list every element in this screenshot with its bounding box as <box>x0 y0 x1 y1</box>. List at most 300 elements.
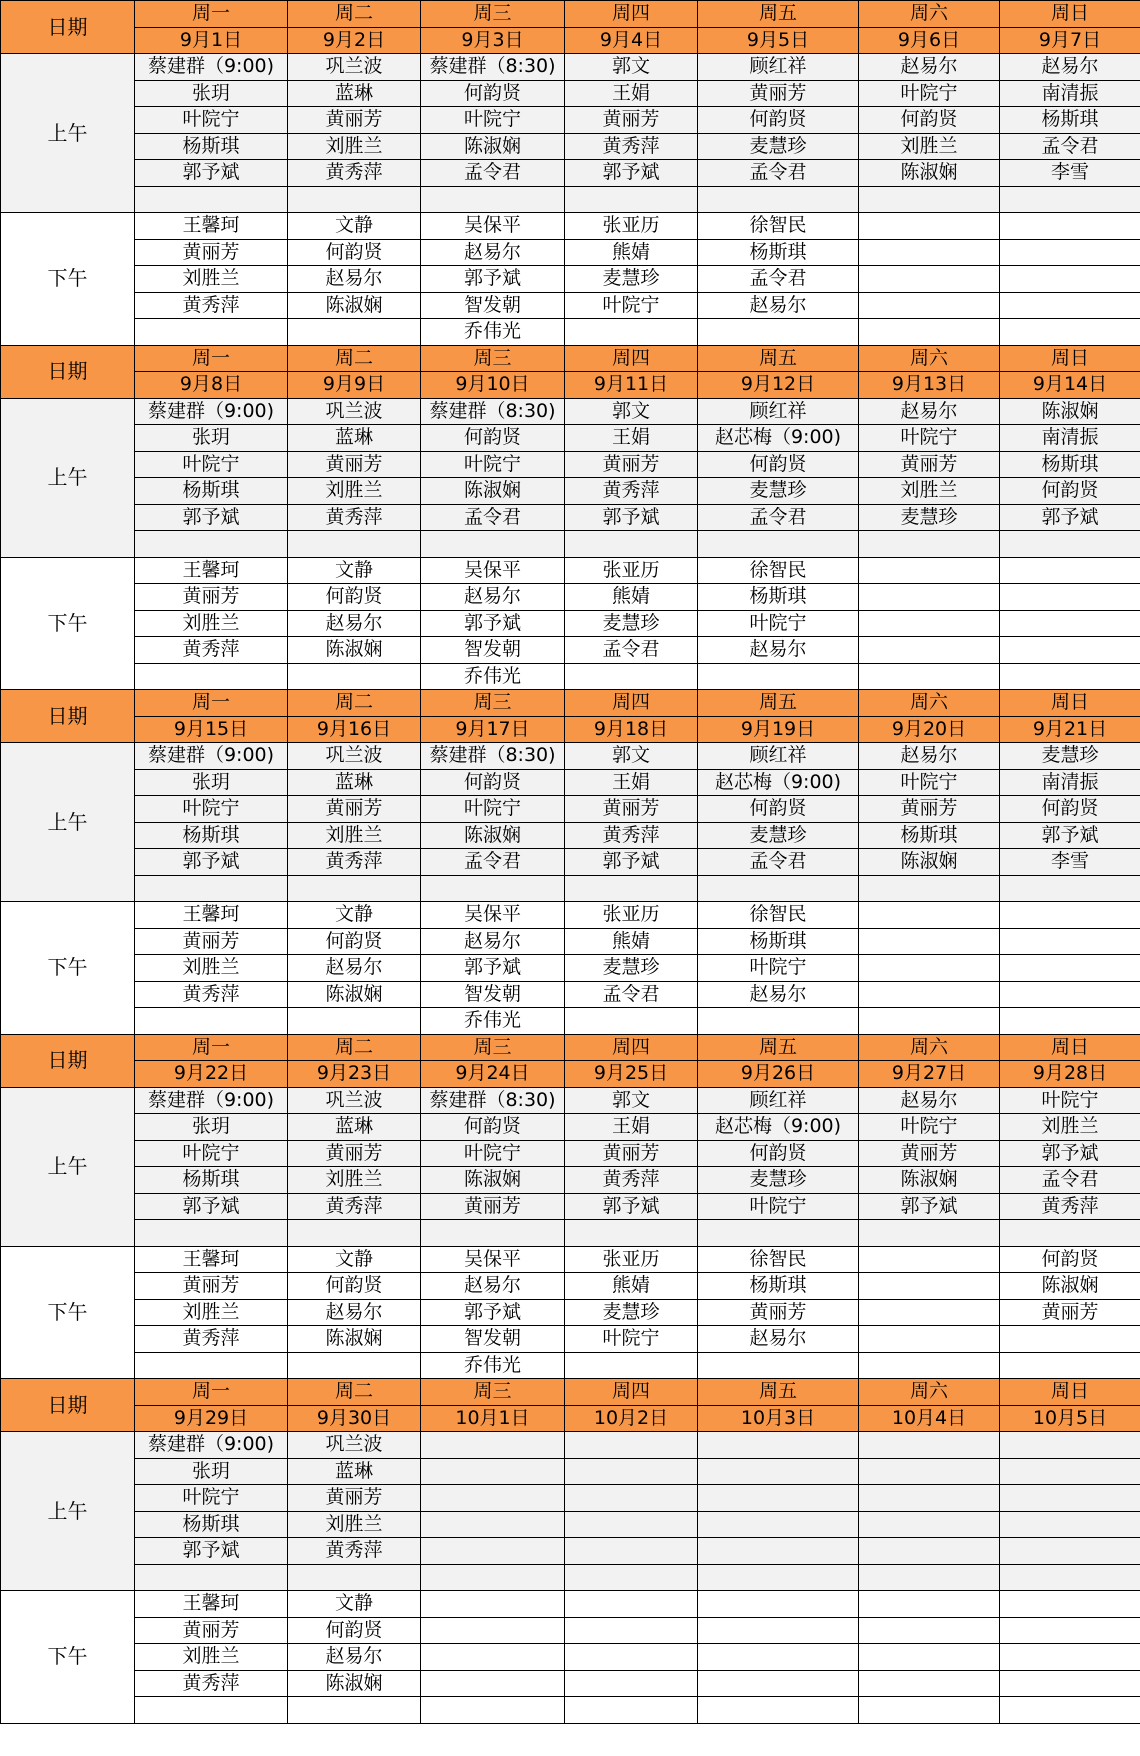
duty-cell: 刘胜兰 <box>859 478 1000 505</box>
duty-cell: 黄秀萍 <box>288 160 421 187</box>
duty-cell: 黄秀萍 <box>1000 1193 1140 1220</box>
duty-cell <box>1000 186 1140 213</box>
duty-cell: 刘胜兰 <box>288 133 421 160</box>
duty-cell: 陈淑娴 <box>859 1167 1000 1194</box>
duty-cell: 赵易尔 <box>421 239 565 266</box>
duty-cell: 郭予斌 <box>135 1193 288 1220</box>
duty-cell: 杨斯琪 <box>135 478 288 505</box>
duty-cell: 顾红祥 <box>698 398 859 425</box>
duty-cell: 麦慧珍 <box>698 478 859 505</box>
afternoon-label: 下午 <box>1 557 135 690</box>
duty-cell <box>698 186 859 213</box>
weekday-cell: 周四 <box>565 690 698 717</box>
duty-cell: 何韵贤 <box>421 80 565 107</box>
duty-cell <box>698 663 859 690</box>
duty-cell: 熊婧 <box>565 928 698 955</box>
duty-cell <box>135 875 288 902</box>
duty-cell: 何韵贤 <box>288 1617 421 1644</box>
duty-cell: 郭予斌 <box>421 610 565 637</box>
duty-cell: 黄丽芳 <box>135 239 288 266</box>
date-cell: 9月22日 <box>135 1061 288 1088</box>
duty-cell <box>1000 1697 1140 1724</box>
morning-row <box>1 133 1140 160</box>
duty-cell <box>1000 637 1140 664</box>
weekday-cell: 周日 <box>1000 1034 1140 1061</box>
duty-cell <box>698 1564 859 1591</box>
morning-label: 上午 <box>1 1432 135 1591</box>
afternoon-label: 下午 <box>1 1246 135 1379</box>
duty-cell: 徐智民 <box>698 902 859 929</box>
duty-cell <box>421 1458 565 1485</box>
duty-cell: 蔡建群（8:30) <box>421 54 565 81</box>
morning-label: 上午 <box>1 1087 135 1246</box>
afternoon-row <box>1 955 1140 982</box>
duty-cell: 南清振 <box>1000 80 1140 107</box>
date-label: 日期 <box>1 1034 135 1087</box>
duty-cell: 赵易尔 <box>288 1299 421 1326</box>
duty-cell <box>421 186 565 213</box>
duty-cell: 黄丽芳 <box>135 584 288 611</box>
duty-cell: 张亚历 <box>565 213 698 240</box>
weekday-cell: 周四 <box>565 345 698 372</box>
morning-row <box>1 54 1140 81</box>
duty-cell <box>565 1352 698 1379</box>
duty-cell <box>565 1458 698 1485</box>
duty-cell: 何韵贤 <box>698 451 859 478</box>
duty-cell: 顾红祥 <box>698 54 859 81</box>
afternoon-row <box>1 266 1140 293</box>
weekday-cell: 周一 <box>135 1 288 28</box>
duty-cell: 郭予斌 <box>135 1538 288 1565</box>
weekday-cell: 周六 <box>859 1 1000 28</box>
morning-row <box>1 1538 1140 1565</box>
date-cell: 9月11日 <box>565 372 698 399</box>
duty-cell: 文静 <box>288 902 421 929</box>
duty-cell: 黄丽芳 <box>859 796 1000 823</box>
duty-cell: 乔伟光 <box>421 663 565 690</box>
duty-cell: 黄秀萍 <box>135 981 288 1008</box>
duty-cell: 王馨珂 <box>135 902 288 929</box>
date-header-row <box>1 1405 1140 1432</box>
duty-cell <box>859 637 1000 664</box>
duty-cell: 杨斯琪 <box>698 584 859 611</box>
duty-cell <box>565 186 698 213</box>
weekday-cell: 周三 <box>421 1379 565 1406</box>
date-header-row <box>1 1061 1140 1088</box>
duty-cell: 黄丽芳 <box>698 1299 859 1326</box>
date-cell: 9月3日 <box>421 27 565 54</box>
duty-cell: 巩兰波 <box>288 1087 421 1114</box>
duty-cell: 刘胜兰 <box>288 1167 421 1194</box>
duty-cell <box>859 292 1000 319</box>
duty-cell: 顾红祥 <box>698 743 859 770</box>
duty-cell: 陈淑娴 <box>421 822 565 849</box>
duty-cell <box>288 531 421 558</box>
duty-cell: 麦慧珍 <box>698 133 859 160</box>
duty-cell: 黄丽芳 <box>565 107 698 134</box>
duty-cell: 刘胜兰 <box>859 133 1000 160</box>
duty-cell: 郭文 <box>565 398 698 425</box>
morning-row <box>1 875 1140 902</box>
duty-cell <box>135 1008 288 1035</box>
duty-cell: 张玥 <box>135 425 288 452</box>
morning-row <box>1 531 1140 558</box>
weekday-cell: 周三 <box>421 1034 565 1061</box>
duty-cell: 赵易尔 <box>859 743 1000 770</box>
duty-cell <box>1000 1538 1140 1565</box>
duty-cell: 乔伟光 <box>421 319 565 346</box>
duty-cell <box>698 1432 859 1459</box>
afternoon-row <box>1 1644 1140 1671</box>
duty-cell <box>698 1485 859 1512</box>
duty-cell: 黄丽芳 <box>565 451 698 478</box>
duty-cell: 麦慧珍 <box>565 610 698 637</box>
duty-cell: 黄丽芳 <box>135 1273 288 1300</box>
duty-cell: 麦慧珍 <box>565 1299 698 1326</box>
duty-cell <box>859 1352 1000 1379</box>
duty-cell: 赵易尔 <box>421 584 565 611</box>
duty-cell <box>1000 981 1140 1008</box>
date-cell: 9月21日 <box>1000 716 1140 743</box>
duty-cell: 黄丽芳 <box>288 796 421 823</box>
duty-cell <box>1000 928 1140 955</box>
duty-cell: 赵易尔 <box>288 266 421 293</box>
duty-cell: 赵芯梅（9:00) <box>698 1114 859 1141</box>
duty-cell: 陈淑娴 <box>859 160 1000 187</box>
duty-cell <box>565 663 698 690</box>
morning-row <box>1 80 1140 107</box>
afternoon-row <box>1 610 1140 637</box>
weekday-cell: 周日 <box>1000 690 1140 717</box>
duty-cell: 赵易尔 <box>288 955 421 982</box>
duty-cell <box>698 1458 859 1485</box>
weekday-cell: 周五 <box>698 1379 859 1406</box>
duty-cell: 顾红祥 <box>698 1087 859 1114</box>
afternoon-row <box>1 1273 1140 1300</box>
duty-cell: 王馨珂 <box>135 1246 288 1273</box>
duty-cell: 巩兰波 <box>288 743 421 770</box>
date-cell: 9月29日 <box>135 1405 288 1432</box>
duty-cell: 叶院宁 <box>421 107 565 134</box>
duty-cell: 赵易尔 <box>288 1644 421 1671</box>
weekday-cell: 周六 <box>859 1379 1000 1406</box>
duty-cell <box>565 1564 698 1591</box>
duty-cell: 麦慧珍 <box>1000 743 1140 770</box>
duty-cell: 叶院宁 <box>135 451 288 478</box>
duty-cell <box>698 1352 859 1379</box>
duty-cell: 黄丽芳 <box>698 80 859 107</box>
weekday-cell: 周二 <box>288 1379 421 1406</box>
duty-cell: 黄秀萍 <box>565 1167 698 1194</box>
duty-cell: 赵易尔 <box>288 610 421 637</box>
duty-cell: 黄秀萍 <box>565 822 698 849</box>
duty-cell <box>421 1564 565 1591</box>
weekday-cell: 周四 <box>565 1379 698 1406</box>
duty-cell <box>859 1670 1000 1697</box>
duty-cell: 吴保平 <box>421 1246 565 1273</box>
duty-cell: 黄秀萍 <box>288 504 421 531</box>
duty-cell <box>288 186 421 213</box>
duty-cell <box>421 1591 565 1618</box>
duty-cell <box>421 875 565 902</box>
duty-cell: 王馨珂 <box>135 1591 288 1618</box>
afternoon-row <box>1 1352 1140 1379</box>
duty-cell: 乔伟光 <box>421 1008 565 1035</box>
duty-cell <box>135 531 288 558</box>
weekday-cell: 周二 <box>288 690 421 717</box>
duty-cell: 黄丽芳 <box>859 451 1000 478</box>
afternoon-label: 下午 <box>1 1591 135 1724</box>
afternoon-row <box>1 319 1140 346</box>
duty-cell: 蔡建群（9:00) <box>135 1087 288 1114</box>
duty-cell <box>859 1273 1000 1300</box>
duty-cell <box>1000 266 1140 293</box>
duty-cell: 杨斯琪 <box>859 822 1000 849</box>
duty-cell: 蔡建群（9:00) <box>135 743 288 770</box>
morning-row <box>1 160 1140 187</box>
duty-cell: 赵易尔 <box>859 1087 1000 1114</box>
weekday-cell: 周日 <box>1000 1 1140 28</box>
afternoon-row <box>1 213 1140 240</box>
duty-cell: 麦慧珍 <box>698 822 859 849</box>
duty-cell: 郭予斌 <box>1000 822 1140 849</box>
date-cell: 9月19日 <box>698 716 859 743</box>
duty-cell: 郭予斌 <box>565 1193 698 1220</box>
duty-cell <box>698 1697 859 1724</box>
duty-cell: 郭文 <box>565 1087 698 1114</box>
duty-cell: 陈淑娴 <box>1000 1273 1140 1300</box>
duty-cell <box>565 875 698 902</box>
duty-cell: 何韵贤 <box>859 107 1000 134</box>
duty-cell: 刘胜兰 <box>288 478 421 505</box>
duty-cell: 张亚历 <box>565 902 698 929</box>
duty-cell: 杨斯琪 <box>1000 107 1140 134</box>
duty-cell <box>859 1246 1000 1273</box>
date-cell: 9月9日 <box>288 372 421 399</box>
duty-cell: 郭予斌 <box>421 1299 565 1326</box>
duty-cell: 孟令君 <box>565 981 698 1008</box>
duty-cell <box>698 1670 859 1697</box>
duty-cell: 张亚历 <box>565 557 698 584</box>
afternoon-row <box>1 663 1140 690</box>
duty-cell: 孟令君 <box>698 504 859 531</box>
duty-cell: 何韵贤 <box>288 239 421 266</box>
duty-cell: 叶院宁 <box>135 1140 288 1167</box>
duty-cell <box>288 319 421 346</box>
duty-cell <box>698 1644 859 1671</box>
date-header-row <box>1 716 1140 743</box>
weekday-cell: 周三 <box>421 1 565 28</box>
morning-row <box>1 822 1140 849</box>
duty-cell <box>421 1644 565 1671</box>
weekday-cell: 周三 <box>421 345 565 372</box>
duty-cell: 郭予斌 <box>421 955 565 982</box>
duty-cell: 刘胜兰 <box>135 1299 288 1326</box>
duty-cell: 叶院宁 <box>565 292 698 319</box>
duty-cell <box>1000 213 1140 240</box>
afternoon-row <box>1 637 1140 664</box>
duty-cell: 杨斯琪 <box>698 928 859 955</box>
duty-cell: 杨斯琪 <box>135 1511 288 1538</box>
duty-cell <box>565 1670 698 1697</box>
duty-cell: 黄丽芳 <box>421 1193 565 1220</box>
duty-cell: 赵易尔 <box>859 398 1000 425</box>
duty-cell: 郭予斌 <box>565 504 698 531</box>
duty-cell: 郭予斌 <box>859 1193 1000 1220</box>
duty-cell: 蓝琳 <box>288 769 421 796</box>
duty-cell: 李雪 <box>1000 160 1140 187</box>
duty-cell: 黄丽芳 <box>288 107 421 134</box>
duty-cell: 叶院宁 <box>135 796 288 823</box>
morning-row <box>1 478 1140 505</box>
duty-cell: 黄秀萍 <box>288 1538 421 1565</box>
duty-cell: 王娟 <box>565 769 698 796</box>
duty-cell: 王娟 <box>565 425 698 452</box>
duty-cell <box>859 1511 1000 1538</box>
duty-cell: 徐智民 <box>698 557 859 584</box>
duty-cell: 蔡建群（8:30) <box>421 743 565 770</box>
duty-cell <box>565 531 698 558</box>
duty-cell <box>698 319 859 346</box>
date-cell: 9月25日 <box>565 1061 698 1088</box>
weekday-header-row <box>1 1 1140 28</box>
duty-cell: 智发朝 <box>421 1326 565 1353</box>
date-cell: 9月30日 <box>288 1405 421 1432</box>
duty-cell: 刘胜兰 <box>288 822 421 849</box>
date-cell: 10月4日 <box>859 1405 1000 1432</box>
duty-cell: 郭予斌 <box>135 849 288 876</box>
weekday-cell: 周四 <box>565 1 698 28</box>
date-cell: 9月6日 <box>859 27 1000 54</box>
duty-cell: 杨斯琪 <box>1000 451 1140 478</box>
duty-cell <box>859 584 1000 611</box>
duty-cell: 蓝琳 <box>288 1114 421 1141</box>
duty-cell <box>565 1538 698 1565</box>
duty-cell <box>565 319 698 346</box>
duty-cell <box>859 663 1000 690</box>
duty-cell <box>421 1485 565 1512</box>
duty-cell: 王娟 <box>565 1114 698 1141</box>
duty-cell <box>565 1008 698 1035</box>
morning-row <box>1 398 1140 425</box>
date-cell: 9月28日 <box>1000 1061 1140 1088</box>
afternoon-row <box>1 1617 1140 1644</box>
duty-cell: 叶院宁 <box>421 796 565 823</box>
duty-cell: 何韵贤 <box>421 1114 565 1141</box>
date-cell: 9月12日 <box>698 372 859 399</box>
duty-cell <box>1000 902 1140 929</box>
duty-cell: 杨斯琪 <box>698 239 859 266</box>
duty-cell: 张亚历 <box>565 1246 698 1273</box>
duty-cell <box>859 186 1000 213</box>
afternoon-label: 下午 <box>1 902 135 1035</box>
duty-cell <box>135 1220 288 1247</box>
morning-row <box>1 743 1140 770</box>
duty-cell: 智发朝 <box>421 637 565 664</box>
duty-cell <box>421 1220 565 1247</box>
duty-cell: 何韵贤 <box>288 1273 421 1300</box>
afternoon-row <box>1 1326 1140 1353</box>
duty-cell <box>288 875 421 902</box>
duty-cell <box>288 1564 421 1591</box>
duty-cell <box>288 663 421 690</box>
duty-cell: 王馨珂 <box>135 213 288 240</box>
duty-cell: 陈淑娴 <box>288 637 421 664</box>
duty-cell: 郭予斌 <box>421 266 565 293</box>
duty-cell: 叶院宁 <box>135 107 288 134</box>
duty-cell <box>135 1564 288 1591</box>
weekday-cell: 周二 <box>288 1034 421 1061</box>
duty-cell <box>421 1432 565 1459</box>
duty-cell: 南清振 <box>1000 769 1140 796</box>
duty-cell: 陈淑娴 <box>1000 398 1140 425</box>
duty-cell <box>1000 1326 1140 1353</box>
date-cell: 9月20日 <box>859 716 1000 743</box>
duty-cell: 郭文 <box>565 743 698 770</box>
morning-row <box>1 425 1140 452</box>
duty-cell: 陈淑娴 <box>288 1326 421 1353</box>
duty-cell: 孟令君 <box>1000 1167 1140 1194</box>
morning-row <box>1 849 1140 876</box>
duty-cell: 郭予斌 <box>135 160 288 187</box>
duty-cell: 黄丽芳 <box>1000 1299 1140 1326</box>
duty-cell <box>1000 1617 1140 1644</box>
duty-cell: 黄秀萍 <box>135 637 288 664</box>
weekday-cell: 周六 <box>859 345 1000 372</box>
duty-cell: 何韵贤 <box>1000 796 1140 823</box>
duty-cell: 孟令君 <box>698 160 859 187</box>
duty-cell <box>1000 557 1140 584</box>
duty-cell <box>1000 875 1140 902</box>
duty-cell <box>565 1220 698 1247</box>
duty-cell: 孟令君 <box>1000 133 1140 160</box>
duty-cell <box>859 1008 1000 1035</box>
weekday-cell: 周六 <box>859 690 1000 717</box>
duty-cell: 蓝琳 <box>288 1458 421 1485</box>
date-cell: 9月14日 <box>1000 372 1140 399</box>
duty-cell <box>859 1432 1000 1459</box>
weekday-cell: 周五 <box>698 1034 859 1061</box>
duty-cell: 陈淑娴 <box>421 1167 565 1194</box>
date-cell: 9月5日 <box>698 27 859 54</box>
duty-cell: 张玥 <box>135 1458 288 1485</box>
duty-cell <box>288 1697 421 1724</box>
morning-row <box>1 1087 1140 1114</box>
duty-cell: 刘胜兰 <box>135 1644 288 1671</box>
duty-cell: 蓝琳 <box>288 80 421 107</box>
weekday-cell: 周日 <box>1000 1379 1140 1406</box>
duty-cell: 黄秀萍 <box>135 1326 288 1353</box>
duty-cell <box>859 981 1000 1008</box>
duty-cell: 刘胜兰 <box>1000 1114 1140 1141</box>
duty-cell <box>288 1008 421 1035</box>
duty-cell: 郭予斌 <box>565 160 698 187</box>
morning-row <box>1 1220 1140 1247</box>
duty-cell <box>421 1538 565 1565</box>
morning-row <box>1 796 1140 823</box>
date-cell: 9月26日 <box>698 1061 859 1088</box>
duty-cell: 黄丽芳 <box>135 928 288 955</box>
duty-cell: 叶院宁 <box>421 1140 565 1167</box>
weekday-cell: 周一 <box>135 1034 288 1061</box>
duty-cell <box>859 928 1000 955</box>
duty-cell: 叶院宁 <box>698 610 859 637</box>
weekday-cell: 周一 <box>135 1379 288 1406</box>
weekday-cell: 周二 <box>288 345 421 372</box>
duty-cell: 何韵贤 <box>288 584 421 611</box>
morning-row <box>1 186 1140 213</box>
duty-cell <box>859 1591 1000 1618</box>
